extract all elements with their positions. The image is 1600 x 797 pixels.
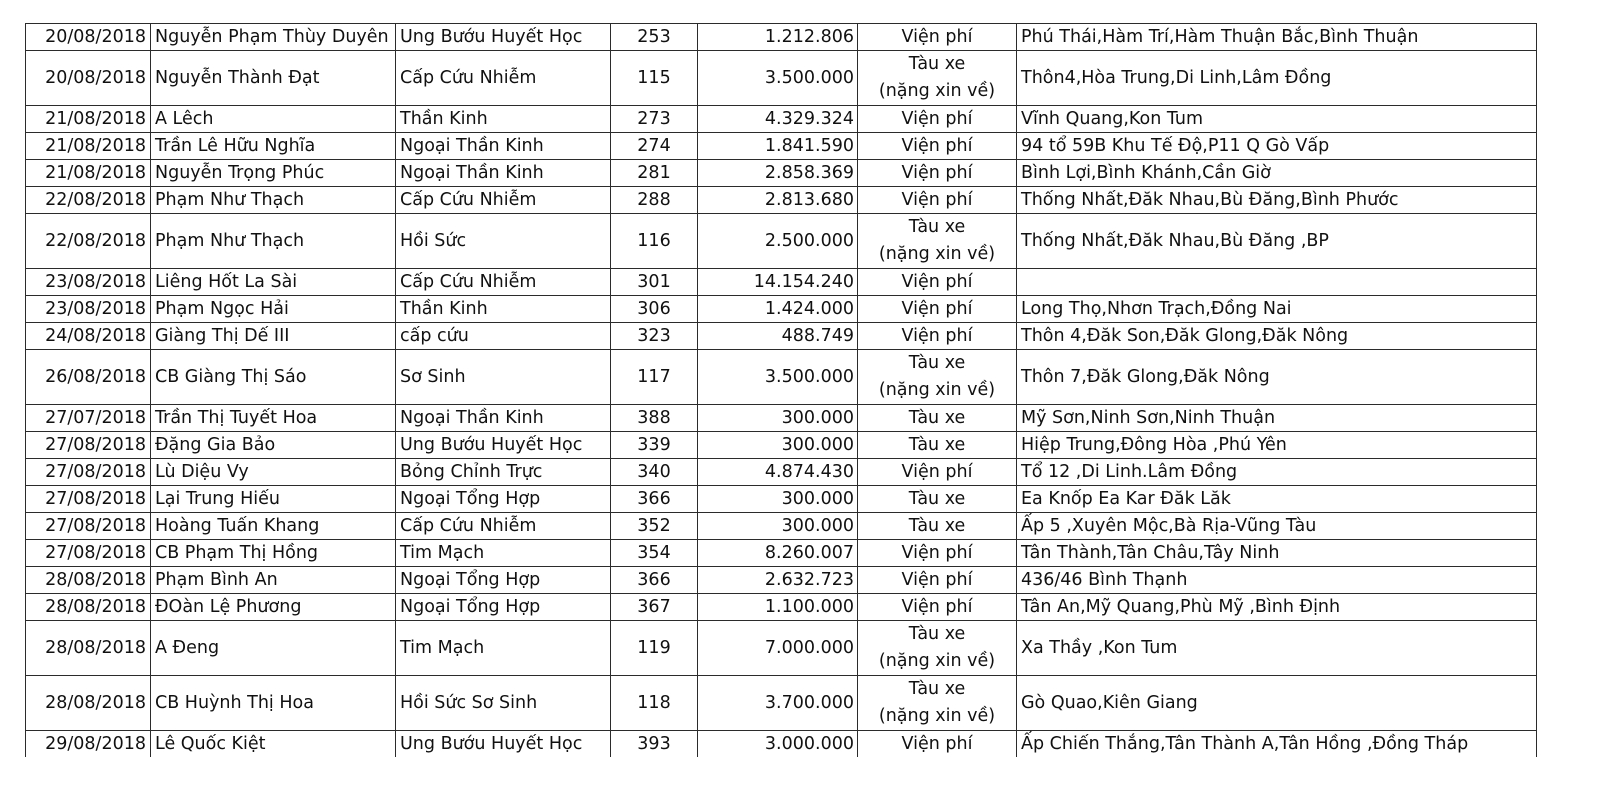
department-cell: Thần Kinh: [396, 296, 611, 323]
name-cell: Lê Quốc Kiệt: [151, 731, 396, 758]
department-cell: Cấp Cứu Nhiễm: [396, 51, 611, 106]
amount-cell: 4.329.324: [698, 106, 858, 133]
address-cell: Hiệp Trung,Đông Hòa ,Phú Yên: [1017, 432, 1537, 459]
amount-cell: 300.000: [698, 486, 858, 513]
name-cell: CB Phạm Thị Hồng: [151, 540, 396, 567]
department-cell: Sơ Sinh: [396, 350, 611, 405]
department-cell: Ung Bướu Huyết Học: [396, 731, 611, 758]
payment-type-cell: Viện phí: [858, 540, 1017, 567]
amount-cell: 1.100.000: [698, 594, 858, 621]
number-cell: 339: [611, 432, 698, 459]
payment-type-cell: Viện phí: [858, 187, 1017, 214]
amount-cell: 14.154.240: [698, 269, 858, 296]
date-cell: 27/08/2018: [26, 513, 151, 540]
payment-type-cell: Tàu xe (nặng xin về): [858, 51, 1017, 106]
department-cell: cấp cứu: [396, 323, 611, 350]
table-row: [26, 676, 1537, 731]
name-cell: Nguyễn Phạm Thùy Duyên: [151, 24, 396, 51]
name-cell: CB Huỳnh Thị Hoa: [151, 676, 396, 731]
table-row: [26, 486, 1537, 513]
address-cell: Tân An,Mỹ Quang,Phù Mỹ ,Bình Định: [1017, 594, 1537, 621]
number-cell: 352: [611, 513, 698, 540]
address-cell: Thôn4,Hòa Trung,Di Linh,Lâm Đồng: [1017, 51, 1537, 106]
department-cell: Thần Kinh: [396, 106, 611, 133]
department-cell: Ung Bướu Huyết Học: [396, 432, 611, 459]
department-cell: Tim Mạch: [396, 621, 611, 676]
name-cell: Lại Trung Hiếu: [151, 486, 396, 513]
name-cell: Lù Diệu Vy: [151, 459, 396, 486]
table-row: [26, 296, 1537, 323]
amount-cell: 300.000: [698, 405, 858, 432]
amount-cell: 7.000.000: [698, 621, 858, 676]
number-cell: 273: [611, 106, 698, 133]
name-cell: CB Giàng Thị Sáo: [151, 350, 396, 405]
name-cell: Phạm Ngọc Hải: [151, 296, 396, 323]
address-cell: Tân Thành,Tân Châu,Tây Ninh: [1017, 540, 1537, 567]
department-cell: Ngoại Thần Kinh: [396, 160, 611, 187]
table-row: [26, 567, 1537, 594]
amount-cell: 2.500.000: [698, 214, 858, 269]
department-cell: Tim Mạch: [396, 540, 611, 567]
address-cell: Long Thọ,Nhơn Trạch,Đồng Nai: [1017, 296, 1537, 323]
payment-type-cell: Viện phí: [858, 133, 1017, 160]
date-cell: 27/08/2018: [26, 459, 151, 486]
table-row: [26, 51, 1537, 106]
department-cell: Ngoại Tổng Hợp: [396, 567, 611, 594]
address-cell: Mỹ Sơn,Ninh Sơn,Ninh Thuận: [1017, 405, 1537, 432]
name-cell: Trần Thị Tuyết Hoa: [151, 405, 396, 432]
name-cell: Nguyễn Trọng Phúc: [151, 160, 396, 187]
data-table: [25, 23, 1537, 757]
address-cell: Thôn 7,Đăk Glong,Đăk Nông: [1017, 350, 1537, 405]
amount-cell: 1.841.590: [698, 133, 858, 160]
date-cell: 21/08/2018: [26, 106, 151, 133]
name-cell: Nguyễn Thành Đạt: [151, 51, 396, 106]
address-cell: [1017, 269, 1537, 296]
amount-cell: 2.858.369: [698, 160, 858, 187]
table-row: [26, 323, 1537, 350]
payment-type-cell: Viện phí: [858, 567, 1017, 594]
table-row: [26, 621, 1537, 676]
date-cell: 28/08/2018: [26, 676, 151, 731]
number-cell: 354: [611, 540, 698, 567]
address-cell: Thống Nhất,Đăk Nhau,Bù Đăng,Bình Phước: [1017, 187, 1537, 214]
number-cell: 116: [611, 214, 698, 269]
payment-type-cell: Tàu xe (nặng xin về): [858, 621, 1017, 676]
table-row: [26, 160, 1537, 187]
number-cell: 118: [611, 676, 698, 731]
department-cell: Hồi Sức: [396, 214, 611, 269]
department-cell: Ngoại Thần Kinh: [396, 133, 611, 160]
table-row: [26, 106, 1537, 133]
amount-cell: 3.500.000: [698, 51, 858, 106]
table-row: [26, 594, 1537, 621]
date-cell: 28/08/2018: [26, 621, 151, 676]
name-cell: Đặng Gia Bảo: [151, 432, 396, 459]
name-cell: Giàng Thị Dế III: [151, 323, 396, 350]
department-cell: Ngoại Thần Kinh: [396, 405, 611, 432]
payment-type-cell: Viện phí: [858, 24, 1017, 51]
table-row: [26, 24, 1537, 51]
table-row: [26, 459, 1537, 486]
number-cell: 281: [611, 160, 698, 187]
number-cell: 288: [611, 187, 698, 214]
address-cell: Thôn 4,Đăk Son,Đăk Glong,Đăk Nông: [1017, 323, 1537, 350]
table-row: [26, 405, 1537, 432]
amount-cell: 1.212.806: [698, 24, 858, 51]
address-cell: Ea Knốp Ea Kar Đăk Lăk: [1017, 486, 1537, 513]
date-cell: 28/08/2018: [26, 567, 151, 594]
table-body: [26, 24, 1537, 758]
payment-type-cell: Tàu xe: [858, 405, 1017, 432]
date-cell: 22/08/2018: [26, 187, 151, 214]
spreadsheet-sheet: [25, 23, 1537, 757]
date-cell: 28/08/2018: [26, 594, 151, 621]
date-cell: 27/08/2018: [26, 486, 151, 513]
payment-type-cell: Viện phí: [858, 731, 1017, 758]
address-cell: Bình Lợi,Bình Khánh,Cần Giờ: [1017, 160, 1537, 187]
table-row: [26, 540, 1537, 567]
payment-type-cell: Viện phí: [858, 594, 1017, 621]
payment-type-cell: Viện phí: [858, 106, 1017, 133]
number-cell: 388: [611, 405, 698, 432]
date-cell: 20/08/2018: [26, 51, 151, 106]
name-cell: Phạm Như Thạch: [151, 187, 396, 214]
amount-cell: 4.874.430: [698, 459, 858, 486]
amount-cell: 3.000.000: [698, 731, 858, 758]
table-row: [26, 133, 1537, 160]
amount-cell: 8.260.007: [698, 540, 858, 567]
number-cell: 366: [611, 567, 698, 594]
amount-cell: 2.813.680: [698, 187, 858, 214]
address-cell: Xa Thầy ,Kon Tum: [1017, 621, 1537, 676]
department-cell: Bỏng Chỉnh Trực: [396, 459, 611, 486]
table-row: [26, 214, 1537, 269]
name-cell: ĐOàn Lệ Phương: [151, 594, 396, 621]
department-cell: Cấp Cứu Nhiễm: [396, 513, 611, 540]
number-cell: 301: [611, 269, 698, 296]
number-cell: 367: [611, 594, 698, 621]
address-cell: Ấp Chiến Thắng,Tân Thành A,Tân Hồng ,Đồng Tháp: [1017, 731, 1537, 758]
number-cell: 306: [611, 296, 698, 323]
date-cell: 29/08/2018: [26, 731, 151, 758]
amount-cell: 300.000: [698, 432, 858, 459]
amount-cell: 3.700.000: [698, 676, 858, 731]
name-cell: A Đeng: [151, 621, 396, 676]
department-cell: Hồi Sức Sơ Sinh: [396, 676, 611, 731]
name-cell: A Lêch: [151, 106, 396, 133]
table-row: [26, 269, 1537, 296]
amount-cell: 300.000: [698, 513, 858, 540]
payment-type-cell: Viện phí: [858, 160, 1017, 187]
payment-type-cell: Viện phí: [858, 459, 1017, 486]
number-cell: 115: [611, 51, 698, 106]
payment-type-cell: Viện phí: [858, 296, 1017, 323]
number-cell: 366: [611, 486, 698, 513]
date-cell: 27/08/2018: [26, 540, 151, 567]
number-cell: 119: [611, 621, 698, 676]
payment-type-cell: Tàu xe: [858, 486, 1017, 513]
number-cell: 274: [611, 133, 698, 160]
department-cell: Ung Bướu Huyết Học: [396, 24, 611, 51]
table-row: [26, 513, 1537, 540]
number-cell: 117: [611, 350, 698, 405]
address-cell: Vĩnh Quang,Kon Tum: [1017, 106, 1537, 133]
table-row: [26, 187, 1537, 214]
date-cell: 23/08/2018: [26, 296, 151, 323]
address-cell: Gò Quao,Kiên Giang: [1017, 676, 1537, 731]
payment-type-cell: Tàu xe (nặng xin về): [858, 676, 1017, 731]
amount-cell: 3.500.000: [698, 350, 858, 405]
name-cell: Hoàng Tuấn Khang: [151, 513, 396, 540]
payment-type-cell: Tàu xe (nặng xin về): [858, 214, 1017, 269]
table-row: [26, 350, 1537, 405]
payment-type-cell: Tàu xe: [858, 432, 1017, 459]
address-cell: Thống Nhất,Đăk Nhau,Bù Đăng ,BP: [1017, 214, 1537, 269]
date-cell: 24/08/2018: [26, 323, 151, 350]
payment-type-cell: Viện phí: [858, 269, 1017, 296]
address-cell: 436/46 Bình Thạnh: [1017, 567, 1537, 594]
date-cell: 27/07/2018: [26, 405, 151, 432]
date-cell: 26/08/2018: [26, 350, 151, 405]
amount-cell: 488.749: [698, 323, 858, 350]
name-cell: Phạm Như Thạch: [151, 214, 396, 269]
address-cell: Tổ 12 ,Di Linh.Lâm Đồng: [1017, 459, 1537, 486]
table-row: [26, 432, 1537, 459]
number-cell: 323: [611, 323, 698, 350]
amount-cell: 2.632.723: [698, 567, 858, 594]
date-cell: 27/08/2018: [26, 432, 151, 459]
table-row: [26, 731, 1537, 758]
name-cell: Phạm Bình An: [151, 567, 396, 594]
address-cell: 94 tổ 59B Khu Tế Độ,P11 Q Gò Vấp: [1017, 133, 1537, 160]
department-cell: Cấp Cứu Nhiễm: [396, 187, 611, 214]
date-cell: 20/08/2018: [26, 24, 151, 51]
department-cell: Cấp Cứu Nhiễm: [396, 269, 611, 296]
number-cell: 393: [611, 731, 698, 758]
date-cell: 21/08/2018: [26, 133, 151, 160]
name-cell: Trần Lê Hữu Nghĩa: [151, 133, 396, 160]
address-cell: Phú Thái,Hàm Trí,Hàm Thuận Bắc,Bình Thuận: [1017, 24, 1537, 51]
payment-type-cell: Viện phí: [858, 323, 1017, 350]
date-cell: 22/08/2018: [26, 214, 151, 269]
name-cell: Liêng Hốt La Sài: [151, 269, 396, 296]
amount-cell: 1.424.000: [698, 296, 858, 323]
number-cell: 340: [611, 459, 698, 486]
number-cell: 253: [611, 24, 698, 51]
date-cell: 23/08/2018: [26, 269, 151, 296]
payment-type-cell: Tàu xe (nặng xin về): [858, 350, 1017, 405]
payment-type-cell: Tàu xe: [858, 513, 1017, 540]
department-cell: Ngoại Tổng Hợp: [396, 486, 611, 513]
date-cell: 21/08/2018: [26, 160, 151, 187]
department-cell: Ngoại Tổng Hợp: [396, 594, 611, 621]
address-cell: Ấp 5 ,Xuyên Mộc,Bà Rịa-Vũng Tàu: [1017, 513, 1537, 540]
